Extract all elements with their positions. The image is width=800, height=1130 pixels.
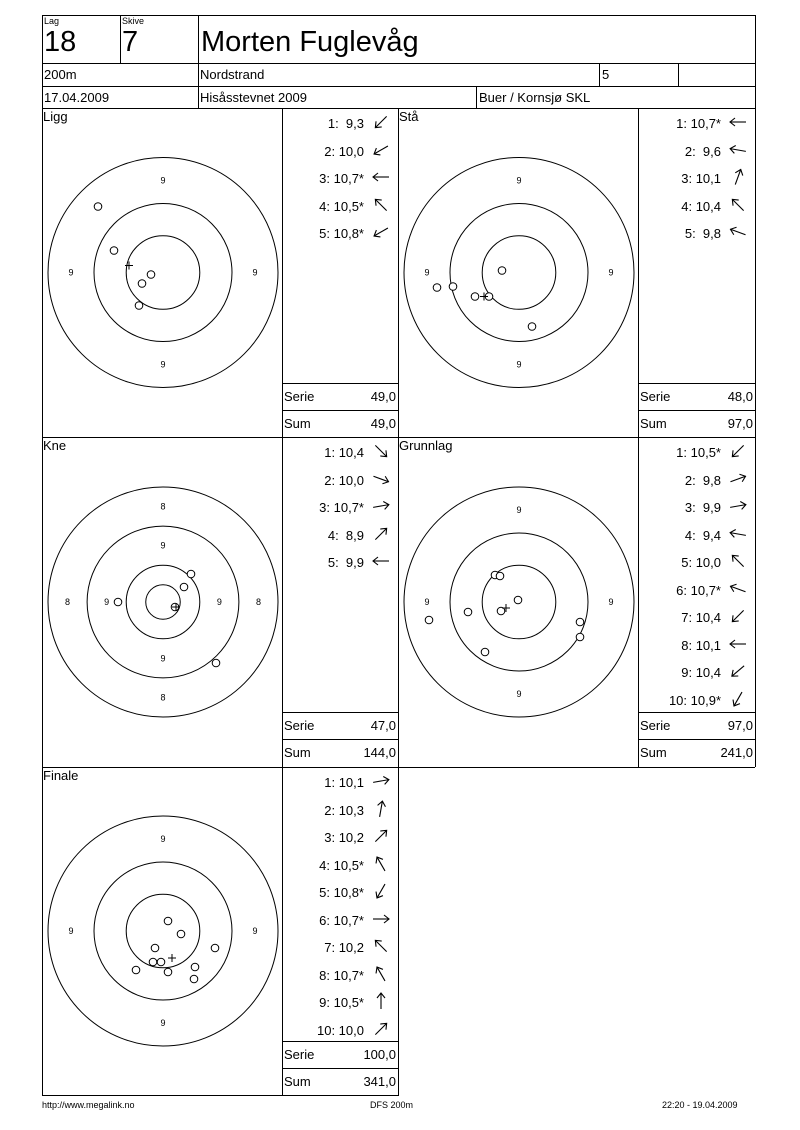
shot-row [282,438,398,465]
ring-number: 9 [160,653,166,664]
sum-value: 97,0 [727,416,753,431]
target-ring [404,158,634,388]
panel-label: Kne [43,438,67,453]
shot-score: 1: 10,4 [320,445,364,460]
shot-direction-arrow-icon [727,578,749,600]
shot-row [638,466,755,493]
shot-direction-arrow-icon [370,495,392,517]
shot-hole [180,583,188,591]
shot-hole [471,293,479,301]
serie-value: 49,0 [370,389,396,404]
ring-number: 9 [516,175,522,186]
shot-score: 2: 9,8 [681,472,721,488]
shot-direction-arrow-icon [727,221,749,243]
sum-divider [638,739,755,740]
shot-score: 3: 9,9 [681,500,721,515]
shot-hole [433,284,441,292]
target-ring [126,894,200,968]
target-ring [94,862,232,1000]
shot-score: 2: 10,0 [320,472,364,488]
serie-value: 47,0 [370,718,396,733]
shot-direction-arrow-icon [727,440,749,462]
serie-label: Serie [640,389,671,404]
shot-row [638,603,755,630]
shot-hole [151,944,159,952]
shot-score: 3: 10,1 [681,171,721,186]
shot-hole [164,917,172,925]
shot-direction-arrow-icon [370,194,392,216]
sum-label: Sum [640,416,667,431]
shot-direction-arrow-icon [370,990,392,1012]
shot-hole [114,598,122,606]
shot-row [638,631,755,658]
shot-direction-arrow-icon [370,440,392,462]
shot-score: 2: 10,0 [320,143,364,159]
shot-hole [514,596,522,604]
ring-number: 9 [608,267,614,278]
shot-hole [464,608,472,616]
shot-score: 4: 8,9 [324,527,364,543]
shot-direction-arrow-icon [370,468,392,490]
shot-row [282,933,398,960]
target-ring [450,204,588,342]
shot-hole [132,966,140,974]
shot-hole [187,570,195,578]
shot-row [638,164,755,191]
shot-row [638,219,755,246]
shot-direction-arrow-icon [727,495,749,517]
shot-score: 1: 9,3 [324,116,364,131]
shot-row [282,466,398,493]
shot-row [282,878,398,905]
footer-timestamp: 22:20 - 19.04.2009 [662,1100,738,1110]
shot-row [282,109,398,136]
shot-row [638,109,755,136]
panel-label: Stå [399,109,419,124]
sum-divider [282,1068,398,1069]
ring-number: 9 [516,689,522,699]
shot-hole [190,975,198,983]
shot-score: 3: 10,7* [315,171,364,186]
center-of-hits-mark [168,954,176,962]
shot-direction-arrow-icon [370,798,392,820]
shot-row [638,658,755,685]
serie-label: Serie [284,1047,315,1062]
serie-label: Serie [640,718,671,733]
serie-divider [282,1041,398,1042]
shot-direction-arrow-icon [727,605,749,627]
shot-row [638,438,755,465]
ring-number: 9 [104,597,110,607]
shot-direction-arrow-icon [727,468,749,490]
serie-value: 48,0 [727,389,753,404]
serie-label: Serie [284,718,315,733]
date: 17.04.2009 [44,90,110,105]
sum-label: Sum [640,745,667,760]
shot-score: 6: 10,7* [315,912,364,928]
sum-label: Sum [284,416,311,431]
ring-number: 9 [160,175,166,186]
shot-hole [425,616,433,624]
shot-direction-arrow-icon [727,660,749,682]
shot-score: 3: 10,2 [320,830,364,845]
shooter-name: Morten Fuglevåg [201,26,419,58]
shot-score: 4: 10,4 [681,198,721,214]
ring-number: 9 [160,540,166,551]
shot-score: 1: 10,7* [676,116,721,131]
shot-hole [191,963,199,971]
shot-score: 2: 9,6 [684,143,721,159]
shot-score: 5: 9,9 [324,555,364,570]
shot-hole [449,283,457,291]
shot-direction-arrow-icon [727,633,749,655]
panel-label: Grunnlag [399,438,453,453]
shot-score: 6: 10,7* [672,582,721,598]
sum-value: 241,0 [720,745,753,760]
target-ring [48,487,278,717]
location: Buer / Kornsjø SKL [479,90,591,105]
event-name: Hisåsstevnet 2009 [200,90,307,105]
shot-direction-arrow-icon [370,825,392,847]
ring-number: 9 [160,359,166,370]
target [398,108,638,437]
sum-value: 144,0 [363,745,396,760]
shot-hole [157,958,165,966]
lag-label: Lag [44,16,60,26]
sum-value: 49,0 [370,416,396,431]
shot-hole [110,247,118,255]
ring-number: 9 [160,1018,166,1028]
shot-direction-arrow-icon [370,139,392,161]
shot-hole [211,944,219,952]
footer-program: DFS 200m [370,1100,414,1110]
ring-number: 9 [216,597,222,607]
shot-direction-arrow-icon [727,111,749,133]
sum-divider [638,410,755,411]
shot-direction-arrow-icon [727,194,749,216]
panel-label: Finale [43,768,79,783]
shot-row [282,219,398,246]
shot-row [282,961,398,988]
shot-score: 4: 9,4 [681,527,721,543]
serie-divider [638,712,755,713]
shot-hole [576,633,584,641]
target-ring [48,816,278,1046]
club: Nordstrand [200,67,265,82]
ring-number: 9 [68,926,74,936]
lag-value: 18 [44,26,77,58]
shot-hole [138,280,146,288]
shot-score: 10: 10,9* [668,692,721,708]
shot-hole [576,618,584,626]
ring-number: 9 [608,597,614,607]
shot-direction-arrow-icon [370,770,392,792]
shot-score: 10: 10,0 [317,1022,364,1038]
shot-score: 5: 10,8* [315,226,364,241]
skive-label: Skive [122,16,145,26]
shot-direction-arrow-icon [370,221,392,243]
shot-score: 2: 10,3 [320,802,364,818]
skive-value: 7 [122,26,139,58]
sum-divider [282,410,398,411]
serie-value: 97,0 [727,718,753,733]
target [42,767,282,1095]
ring-number: 9 [424,597,430,607]
shot-row [638,192,755,219]
shot-direction-arrow-icon [370,935,392,957]
shot-row [282,906,398,933]
shot-direction-arrow-icon [370,963,392,985]
shot-hole [498,267,506,275]
shot-score: 4: 10,5* [315,857,364,873]
shot-row [282,521,398,548]
shot-row [282,823,398,850]
target-ring [482,236,556,310]
sum-label: Sum [284,745,311,760]
shot-direction-arrow-icon [370,853,392,875]
shot-row [282,137,398,164]
shot-score: 7: 10,4 [677,610,721,625]
ring-number: 9 [424,267,430,278]
shot-hole [212,659,220,667]
target-ring [146,585,181,620]
target-ring [94,204,232,342]
ring-number: 9 [516,359,522,370]
shot-score: 7: 10,2 [320,940,364,955]
ring-number: 9 [68,267,74,278]
sum-divider [282,739,398,740]
serie-label: Serie [284,389,315,404]
shot-row [638,686,755,713]
shot-hole [164,968,172,976]
shot-row [638,137,755,164]
target [398,437,638,767]
shot-row [282,768,398,795]
shot-row [282,493,398,520]
shot-row [638,493,755,520]
shot-score: 4: 10,5* [315,198,364,214]
shot-row [282,1016,398,1043]
ring-number: 9 [252,926,258,936]
shot-row [282,988,398,1015]
shot-row [282,796,398,823]
shot-direction-arrow-icon [727,523,749,545]
shot-direction-arrow-icon [370,880,392,902]
shot-score: 9: 10,4 [677,665,721,680]
serie-divider [282,383,398,384]
shot-row [638,521,755,548]
shot-hole [481,648,489,656]
distance: 200m [44,67,77,82]
shot-score: 8: 10,1 [677,637,721,653]
ring-number: 9 [252,267,258,278]
target [42,437,282,767]
shot-direction-arrow-icon [370,166,392,188]
shot-score: 1: 10,5* [672,445,721,460]
shot-score: 1: 10,1 [320,775,364,790]
ring-number: 8 [65,597,71,607]
shot-hole [528,323,536,331]
serie-divider [638,383,755,384]
shot-hole [149,958,157,966]
shot-direction-arrow-icon [370,550,392,572]
shot-direction-arrow-icon [727,550,749,572]
ring-number: 8 [255,597,261,607]
shot-score: 5: 10,8* [315,885,364,900]
ring-number: 9 [516,505,522,515]
shot-row [282,548,398,575]
target [42,108,282,437]
sum-value: 341,0 [363,1074,396,1089]
shot-hole [177,930,185,938]
target-ring [126,236,200,310]
sum-label: Sum [284,1074,311,1089]
ring-number: 9 [160,834,166,844]
ring-number: 8 [160,692,166,703]
shot-direction-arrow-icon [370,1018,392,1040]
shot-direction-arrow-icon [727,166,749,188]
shot-direction-arrow-icon [370,111,392,133]
shot-row [282,851,398,878]
serie-divider [282,712,398,713]
shot-direction-arrow-icon [727,139,749,161]
ring-number: 8 [160,501,166,512]
shot-row [638,548,755,575]
shot-hole [135,302,143,310]
shot-row [282,164,398,191]
class: 5 [602,67,610,82]
footer-url[interactable]: http://www.megalink.no [42,1100,135,1110]
shot-row [638,576,755,603]
shot-direction-arrow-icon [370,523,392,545]
shot-score: 9: 10,5* [315,995,364,1010]
panel-label: Ligg [43,109,68,124]
shot-row [282,192,398,219]
target-ring [48,158,278,388]
shot-score: 5: 9,8 [684,226,721,241]
shot-direction-arrow-icon [370,908,392,930]
shot-score: 3: 10,7* [315,500,364,515]
shot-hole [94,203,102,211]
shot-score: 8: 10,7* [315,967,364,983]
serie-value: 100,0 [363,1047,396,1062]
shot-direction-arrow-icon [727,688,749,710]
shot-score: 5: 10,0 [677,555,721,570]
shot-hole [147,271,155,279]
shot-hole [496,572,504,580]
